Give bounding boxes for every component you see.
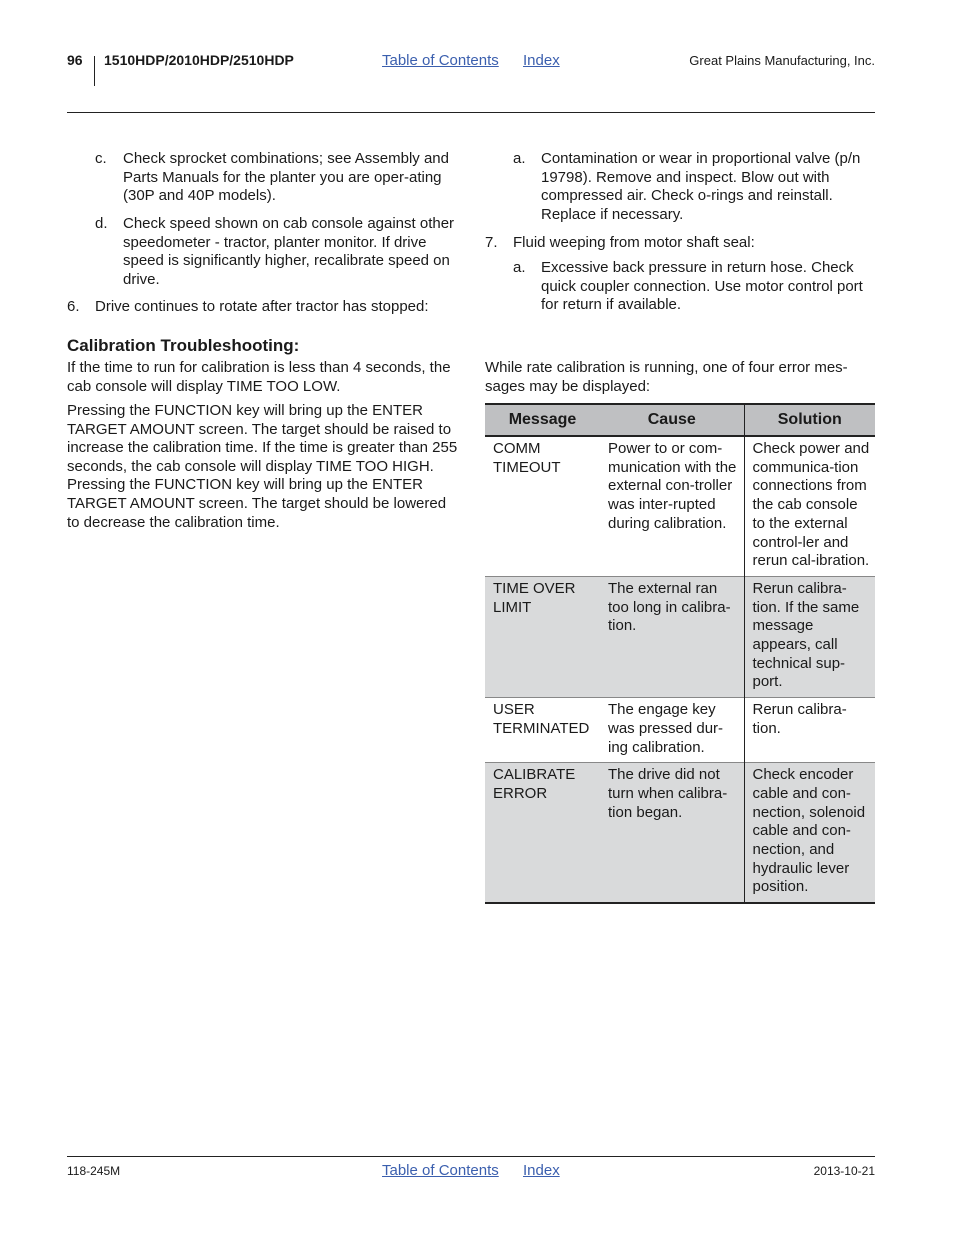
header-rule [67, 112, 875, 113]
cause-cell: The external ran too long in calibra-tion. [600, 576, 744, 697]
model-title: 1510HDP/2010HDP/2510HDP [104, 52, 294, 68]
message-cell: USER TERMINATED [485, 698, 600, 763]
list-text: Contamination or wear in proportional valve (p/n 19798). Remove and inspect. Blow out with compressed air. Check o-rings and reinstall. Replace if necessary. [541, 150, 861, 223]
column-header-solution: Solution [744, 404, 875, 436]
toc-link-top[interactable]: Table of Contents [382, 52, 499, 69]
table-row [485, 763, 875, 903]
list-marker: 6. [67, 298, 80, 315]
footer-rule [67, 1156, 875, 1157]
paragraph: Pressing the FUNCTION key will bring up the ENTER TARGET AMOUNT screen. The target should be raised to increase the calibration time. If the time is greater than 255 seconds, the cab console will display TIME TOO HIGH. Pressing the FUNCTION key will bring up the ENTER TARGET AMOUNT screen. The target should be lowered to decrease the calibration time. [67, 402, 458, 531]
cause-cell: The drive did not turn when calibra-tion began. [600, 763, 744, 903]
index-link-top[interactable]: Index [523, 52, 560, 69]
list-text: Excessive back pressure in return hose. Check quick coupler connection. Use motor control port for return if available. [541, 259, 863, 314]
solution-cell: Rerun calibra-tion. [744, 698, 875, 763]
cause-cell: The engage key was pressed dur-ing calibration. [600, 698, 744, 763]
message-cell: COMM TIMEOUT [485, 436, 600, 576]
table-row [485, 698, 875, 763]
list-text: Fluid weeping from motor shaft seal: [513, 234, 755, 251]
list-marker: a. [513, 150, 526, 167]
section-heading: Calibration Troubleshooting: [67, 336, 300, 355]
page-number: 96 [67, 52, 83, 68]
paragraph: If the time to run for calibration is less than 4 seconds, the cab console will display TIME TOO LOW. [67, 359, 451, 395]
list-marker: d. [95, 215, 108, 232]
message-cell: TIME OVER LIMIT [485, 576, 600, 697]
list-text: Check speed shown on cab console against other speedometer - tractor, planter monitor. If drive speed is significantly higher, recalibrate speed on drive. [123, 215, 455, 288]
column-header-cause: Cause [600, 404, 744, 436]
header-divider [94, 56, 95, 86]
publication-date: 2013-10-21 [813, 1164, 875, 1178]
table-intro: While rate calibration is running, one of four error mes-sages may be displayed: [485, 359, 848, 395]
table-row [485, 436, 875, 576]
index-link-bottom[interactable]: Index [523, 1162, 560, 1179]
document-number: 118-245M [67, 1164, 121, 1178]
company-name: Great Plains Manufacturing, Inc. [689, 53, 875, 68]
list-text: Check sprocket combinations; see Assembly and Parts Manuals for the planter you are oper-ating (30P and 40P models). [123, 150, 449, 205]
solution-cell: Check power and communica-tion connections from the cab console to the external control-ler and rerun cal-ibration. [744, 436, 875, 576]
error-messages-table [485, 403, 875, 904]
solution-cell: Rerun calibra-tion. If the same message appears, call technical sup-port. [744, 576, 875, 697]
list-marker: c. [95, 150, 107, 167]
list-marker: 7. [485, 234, 498, 251]
table-row [485, 576, 875, 697]
solution-cell: Check encoder cable and con-nection, solenoid cable and con-nection, and hydraulic lever position. [744, 763, 875, 903]
table-header-row [485, 404, 875, 436]
column-header-message: Message [485, 404, 600, 436]
list-text: Drive continues to rotate after tractor has stopped: [95, 298, 429, 315]
cause-cell: Power to or com-munication with the external con-troller was inter-rupted during calibration. [600, 436, 744, 576]
toc-link-bottom[interactable]: Table of Contents [382, 1162, 499, 1179]
list-marker: a. [513, 259, 526, 276]
message-cell: CALIBRATE ERROR [485, 763, 600, 903]
